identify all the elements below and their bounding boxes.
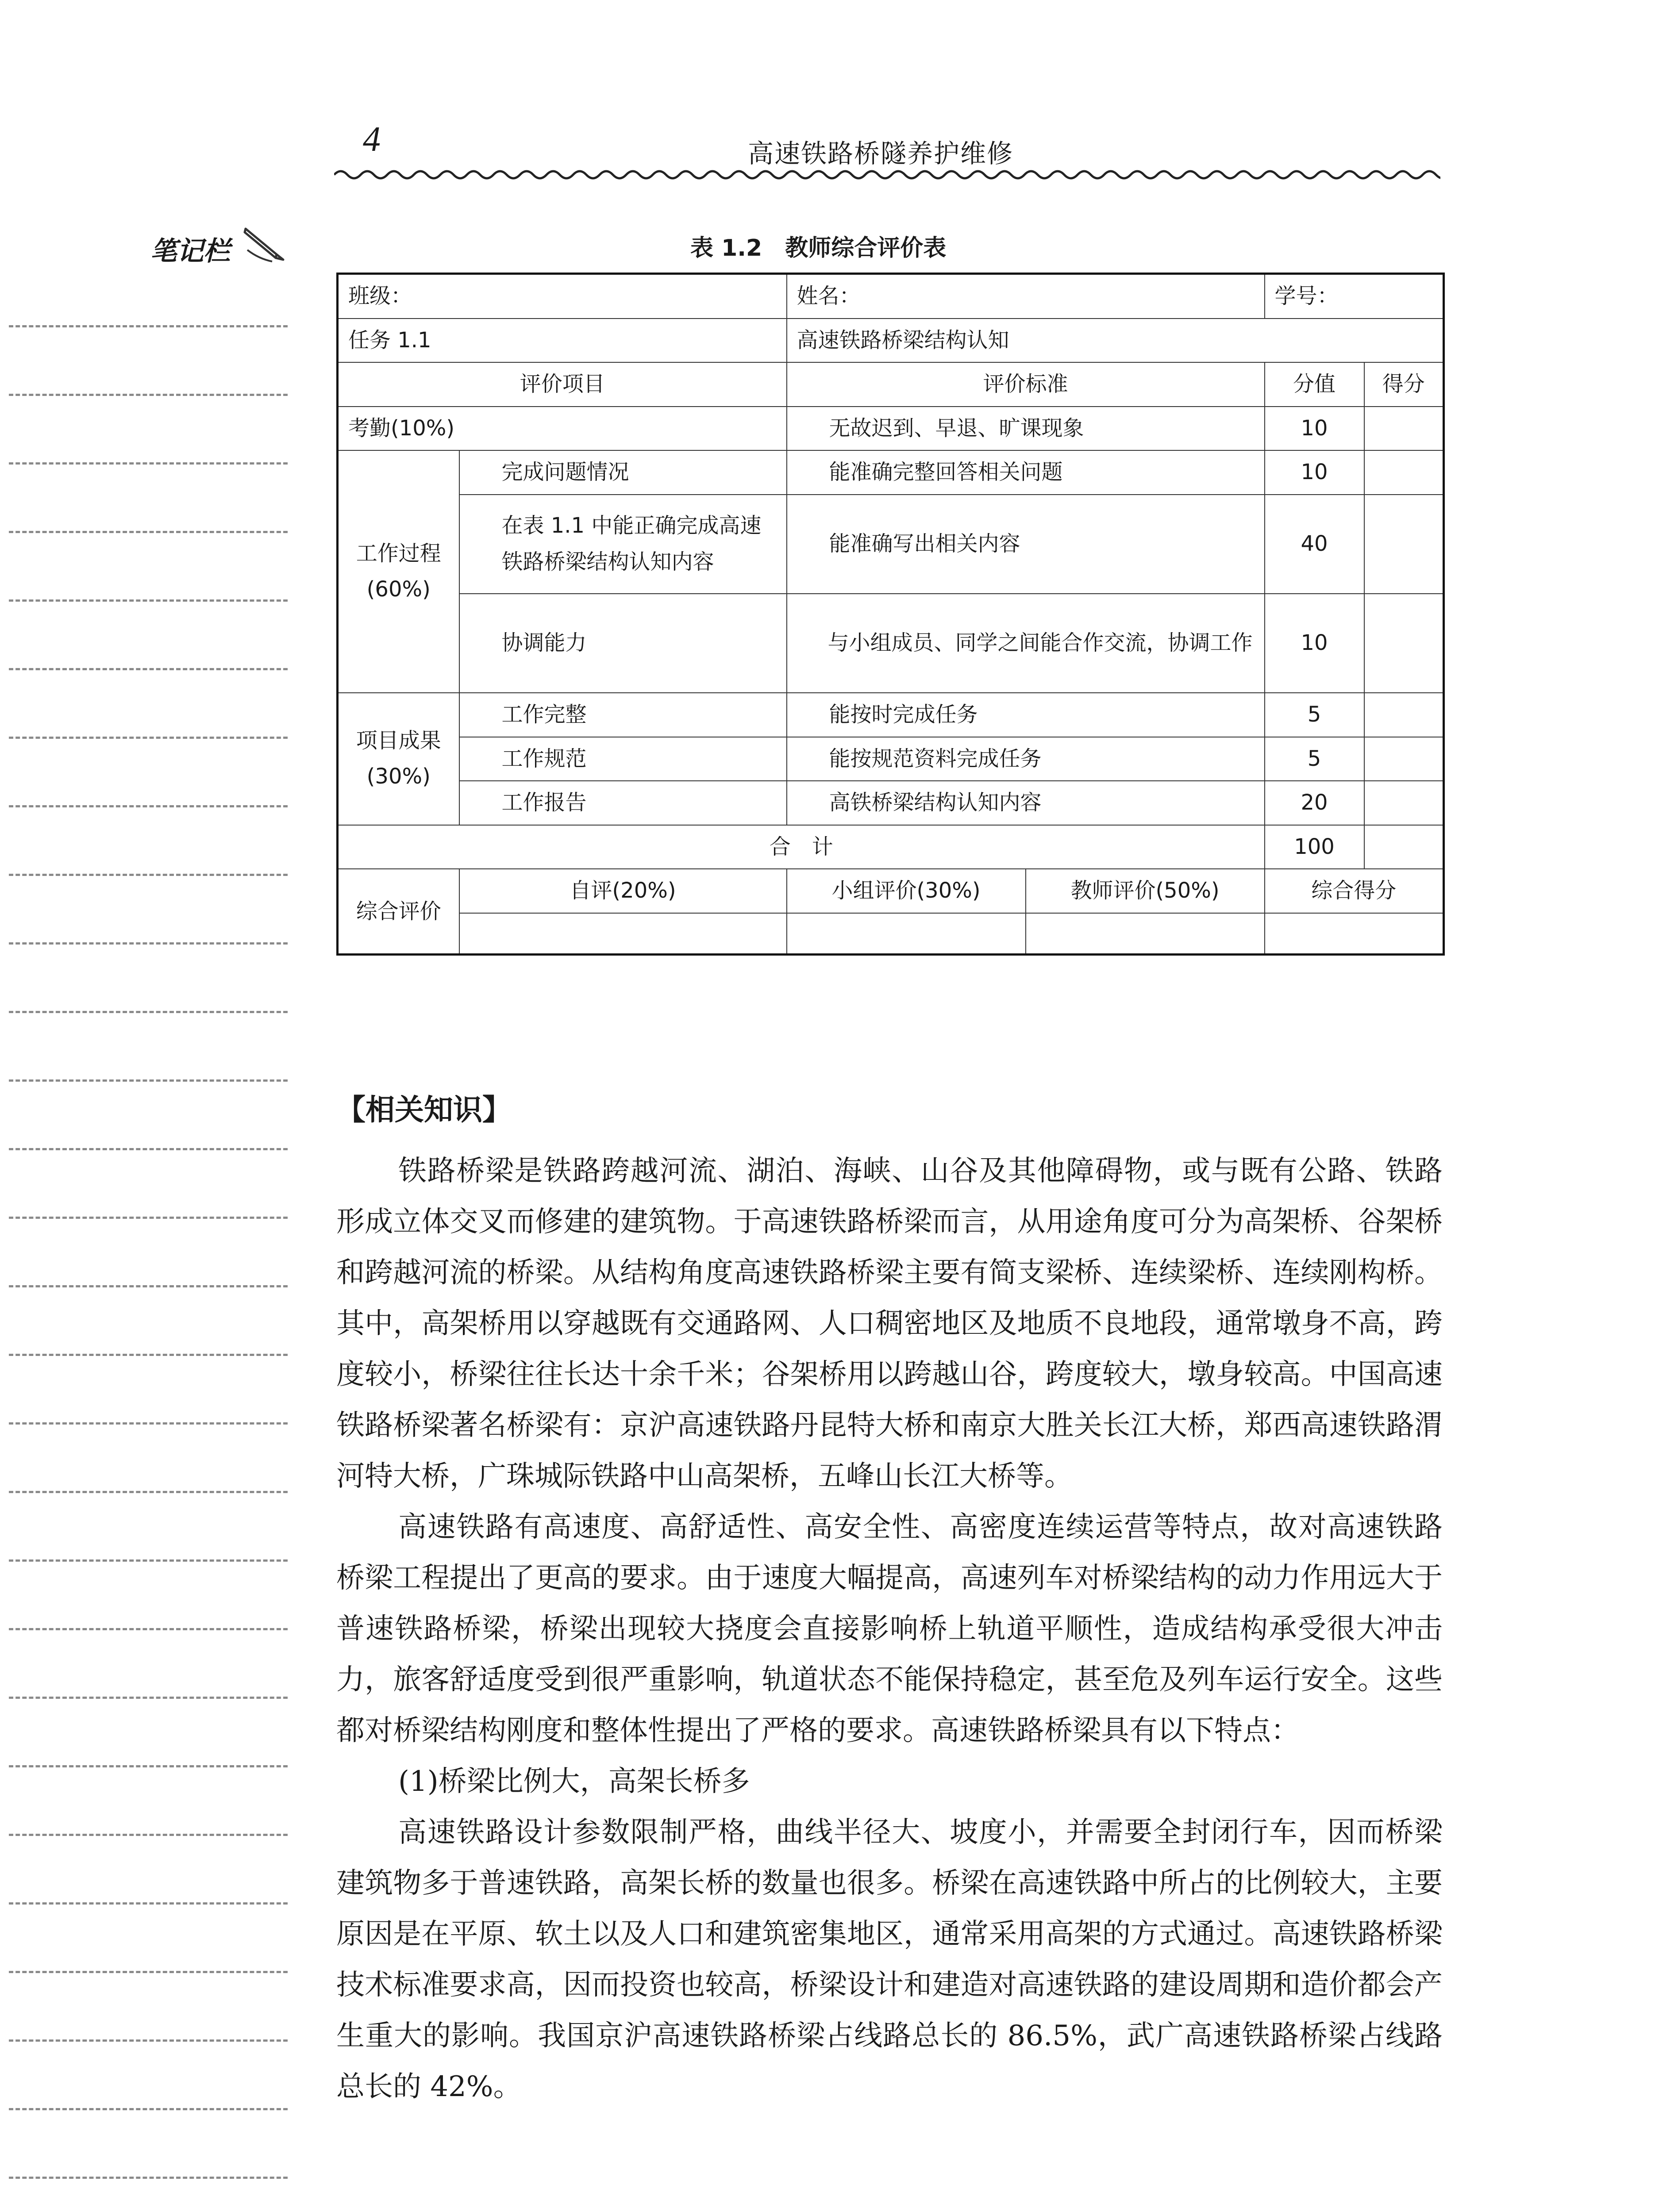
table-row <box>338 450 1444 495</box>
criterion-score: 40 <box>1265 495 1364 594</box>
header-wave-rule <box>334 166 1440 184</box>
criterion-item: 工作规范 <box>459 737 787 781</box>
task-code: 任务 1.1 <box>338 319 787 363</box>
work-process-group <box>338 450 459 693</box>
note-line <box>9 1628 288 1630</box>
header-item: 评价项目 <box>338 362 787 407</box>
criterion-score: 10 <box>1265 594 1364 693</box>
teacher-eval-cell[interactable] <box>1026 913 1265 955</box>
group-eval-header: 小组评价(30%) <box>787 869 1026 913</box>
note-line <box>9 805 288 807</box>
note-line <box>9 1148 288 1150</box>
project-result-group <box>338 693 459 825</box>
teacher-eval-header: 教师评价(50%) <box>1026 869 1265 913</box>
earned-score-cell[interactable] <box>1364 781 1444 825</box>
note-line <box>9 1285 288 1287</box>
note-line <box>9 942 288 945</box>
note-line <box>9 668 288 670</box>
criterion-item: 在表 1.1 中能正确完成高速铁路桥梁结构认知内容 <box>459 495 787 594</box>
attendance-earned-cell[interactable] <box>1364 407 1444 451</box>
note-line <box>9 874 288 876</box>
criterion-item: 工作报告 <box>459 781 787 825</box>
attendance-standard: 无故迟到、早退、旷课现象 <box>787 407 1265 451</box>
criterion-item: 工作完整 <box>459 693 787 737</box>
evaluation-table-container <box>336 273 1443 956</box>
total-label: 合 计 <box>338 825 1265 869</box>
note-line <box>9 737 288 739</box>
table-row <box>338 737 1444 781</box>
final-score-cell[interactable] <box>1265 913 1444 955</box>
note-line <box>9 462 288 465</box>
project-result-label: 项目成果 <box>356 728 441 753</box>
table-row-total <box>338 825 1444 869</box>
table-row <box>338 781 1444 825</box>
work-process-label: 工作过程 <box>356 541 441 566</box>
paragraph: 高速铁路有高速度、高舒适性、高安全性、高密度连续运营等特点，故对高速铁路桥梁工程提出了更高的要求。由于速度大幅提高，高速列车对桥梁结构的动力作用远大于普速铁路桥梁，桥梁出现较大挠度会直接影响桥上轨道平顺性，造成结构承受很大冲击力，旅客舒适度受到很严重影响，轨道状态不能保持稳定，甚至危及列车运行安全。这些都对桥梁结构刚度和整体性提出了严格的要求。高速铁路桥梁具有以下特点： <box>336 1511 1443 1747</box>
criterion-standard: 能准确写出相关内容 <box>787 495 1265 594</box>
earned-score-cell[interactable] <box>1364 495 1444 594</box>
note-line <box>9 325 288 327</box>
criterion-standard: 能准确完整回答相关问题 <box>787 450 1265 495</box>
criterion-standard: 能按规范资料完成任务 <box>787 737 1265 781</box>
criterion-item: 完成问题情况 <box>459 450 787 495</box>
note-line <box>9 1491 288 1493</box>
body-text <box>336 1146 1443 2112</box>
note-line <box>9 1902 288 1905</box>
project-result-weight: (30%) <box>366 764 431 789</box>
self-eval-cell[interactable] <box>459 913 787 955</box>
note-line <box>9 1834 288 1836</box>
table-row <box>338 594 1444 693</box>
table-row-overall-values <box>338 913 1444 955</box>
student-id-field[interactable]: 学号： <box>1265 274 1444 319</box>
table-row <box>338 495 1444 594</box>
earned-score-cell[interactable] <box>1364 693 1444 737</box>
note-line <box>9 2177 288 2179</box>
criterion-score: 5 <box>1265 693 1364 737</box>
group-eval-cell[interactable] <box>787 913 1026 955</box>
page-number: 4 <box>363 120 381 159</box>
class-field[interactable]: 班级： <box>338 274 787 319</box>
criterion-item: 协调能力 <box>459 594 787 693</box>
subheading: (1)桥梁比例大，高架长桥多 <box>398 1765 750 1798</box>
table-caption: 表 1.2 教师综合评价表 <box>690 235 947 261</box>
self-eval-header: 自评(20%) <box>459 869 787 913</box>
evaluation-table <box>336 273 1445 956</box>
work-process-weight: (60%) <box>366 577 431 602</box>
note-line <box>9 2108 288 2110</box>
note-line <box>9 2039 288 2042</box>
note-line <box>9 394 288 396</box>
earned-score-cell[interactable] <box>1364 450 1444 495</box>
criterion-standard: 能按时完成任务 <box>787 693 1265 737</box>
note-line <box>9 1765 288 1767</box>
criterion-score: 10 <box>1265 450 1364 495</box>
section-title: 【相关知识】 <box>336 1093 512 1127</box>
header-standard: 评价标准 <box>787 362 1265 407</box>
table-row-task <box>338 319 1444 363</box>
note-line <box>9 1971 288 1973</box>
note-line <box>9 1217 288 1219</box>
note-line <box>9 1079 288 1082</box>
name-field[interactable]: 姓名： <box>787 274 1265 319</box>
attendance-item: 考勤(10%) <box>338 407 787 451</box>
criterion-standard: 高铁桥梁结构认知内容 <box>787 781 1265 825</box>
total-earned-cell[interactable] <box>1364 825 1444 869</box>
attendance-score: 10 <box>1265 407 1364 451</box>
note-line <box>9 1422 288 1425</box>
criterion-score: 20 <box>1265 781 1364 825</box>
final-score-header: 综合得分 <box>1265 869 1444 913</box>
task-title: 高速铁路桥梁结构认知 <box>787 319 1444 363</box>
table-row-attendance <box>338 407 1444 451</box>
earned-score-cell[interactable] <box>1364 594 1444 693</box>
header-earned: 得分 <box>1364 362 1444 407</box>
total-score: 100 <box>1265 825 1364 869</box>
earned-score-cell[interactable] <box>1364 737 1444 781</box>
note-line <box>9 1354 288 1356</box>
table-row-info <box>338 274 1444 319</box>
note-line <box>9 599 288 602</box>
note-line <box>9 1559 288 1562</box>
table-row <box>338 693 1444 737</box>
running-title: 高速铁路桥隧养护维修 <box>748 138 1014 169</box>
overall-label: 综合评价 <box>338 869 459 955</box>
note-line <box>9 531 288 533</box>
header-score: 分值 <box>1265 362 1364 407</box>
note-line <box>9 1011 288 1013</box>
paragraph: 铁路桥梁是铁路跨越河流、湖泊、海峡、山谷及其他障碍物，或与既有公路、铁路形成立体交叉而修建的建筑物。于高速铁路桥梁而言，从用途角度可分为高架桥、谷架桥和跨越河流的桥梁。从结构角度高速铁路桥梁主要有简支梁桥、连续梁桥、连续刚构桥。其中，高架桥用以穿越既有交通路网、人口稠密地区及地质不良地段，通常墩身不高，跨度较小，桥梁往往长达十余千米；谷架桥用以跨越山谷，跨度较大，墩身较高。中国高速铁路桥梁著名桥梁有：京沪高速铁路丹昆特大桥和南京大胜关长江大桥，郑西高速铁路渭河特大桥，广珠城际铁路中山高架桥，五峰山长江大桥等。 <box>336 1155 1443 1493</box>
criterion-score: 5 <box>1265 737 1364 781</box>
pencil-icon <box>241 223 290 263</box>
notes-label: 笔记栏 <box>150 236 230 267</box>
note-line <box>9 1697 288 1699</box>
table-row-overall-header <box>338 869 1444 913</box>
criterion-standard: 与小组成员、同学之间能合作交流，协调工作 <box>787 594 1265 693</box>
table-header-row <box>338 362 1444 407</box>
paragraph: 高速铁路设计参数限制严格，曲线半径大、坡度小，并需要全封闭行车，因而桥梁建筑物多于普速铁路，高架长桥的数量也很多。桥梁在高速铁路中所占的比例较大，主要原因是在平原、软土以及人口和建筑密集地区，通常采用高架的方式通过。高速铁路桥梁技术标准要求高，因而投资也较高，桥梁设计和建造对高速铁路的建设周期和造价都会产生重大的影响。我国京沪高速铁路桥梁占线路总长的 86.5%，武广高速铁路桥梁占线路总长的 42%。 <box>336 1816 1443 2103</box>
